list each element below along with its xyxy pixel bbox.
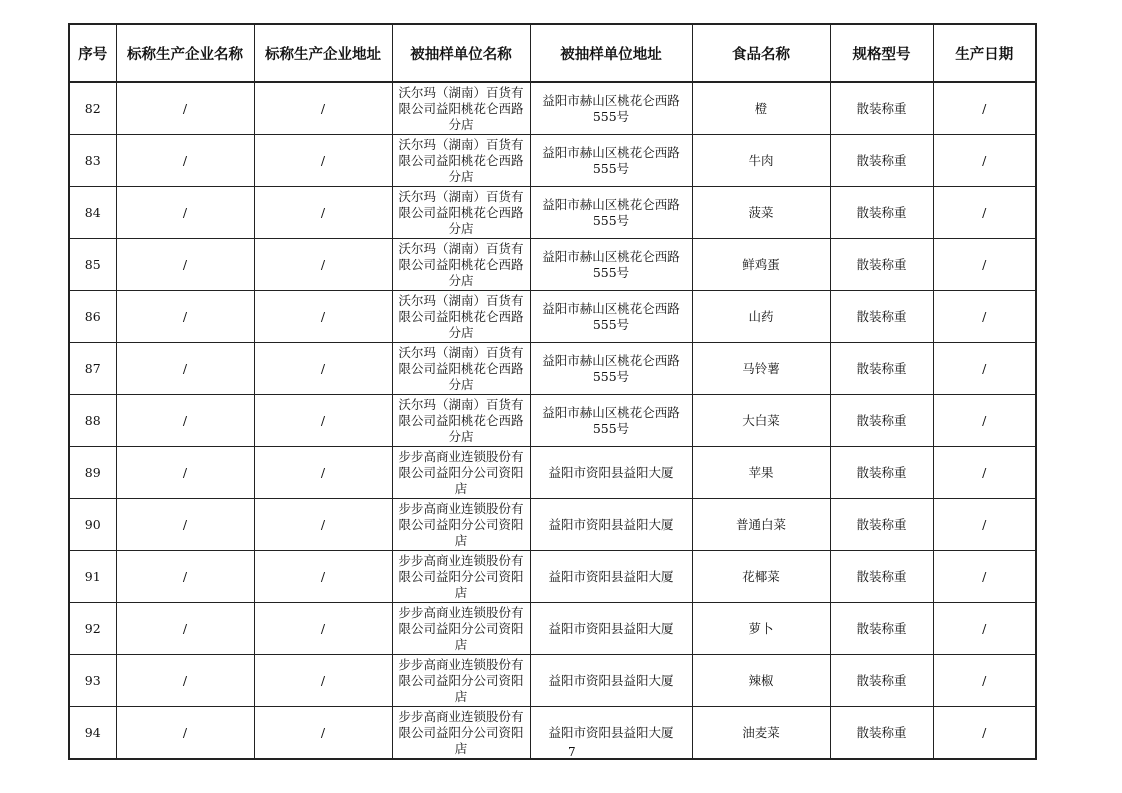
cell-food: 橙	[692, 82, 830, 135]
cell-unit-addr: 益阳市赫山区桃花仑西路555号	[530, 187, 692, 239]
table-row	[69, 343, 1036, 395]
table-row	[69, 707, 1036, 760]
cell-mfr-addr: /	[254, 291, 392, 343]
cell-mfr-name: /	[116, 447, 254, 499]
cell-food: 鲜鸡蛋	[692, 239, 830, 291]
cell-mfr-addr: /	[254, 395, 392, 447]
cell-mfr-addr: /	[254, 447, 392, 499]
cell-date: /	[933, 343, 1036, 395]
cell-mfr-addr: /	[254, 707, 392, 760]
cell-unit-name: 沃尔玛（湖南）百货有限公司益阳桃花仑西路分店	[392, 239, 530, 291]
cell-mfr-addr: /	[254, 135, 392, 187]
cell-spec: 散装称重	[830, 707, 933, 760]
cell-unit-name: 沃尔玛（湖南）百货有限公司益阳桃花仑西路分店	[392, 135, 530, 187]
cell-food: 山药	[692, 291, 830, 343]
table-row	[69, 655, 1036, 707]
cell-date: /	[933, 447, 1036, 499]
cell-spec: 散装称重	[830, 239, 933, 291]
cell-unit-name: 步步高商业连锁股份有限公司益阳分公司资阳店	[392, 499, 530, 551]
cell-unit-addr: 益阳市赫山区桃花仑西路555号	[530, 343, 692, 395]
cell-seq: 84	[69, 187, 116, 239]
cell-unit-name: 步步高商业连锁股份有限公司益阳分公司资阳店	[392, 603, 530, 655]
cell-unit-name: 沃尔玛（湖南）百货有限公司益阳桃花仑西路分店	[392, 395, 530, 447]
table-row	[69, 239, 1036, 291]
cell-mfr-addr: /	[254, 551, 392, 603]
cell-seq: 92	[69, 603, 116, 655]
cell-unit-name: 沃尔玛（湖南）百货有限公司益阳桃花仑西路分店	[392, 82, 530, 135]
cell-date: /	[933, 395, 1036, 447]
cell-unit-addr: 益阳市资阳县益阳大厦	[530, 603, 692, 655]
cell-unit-addr: 益阳市资阳县益阳大厦	[530, 655, 692, 707]
cell-date: /	[933, 551, 1036, 603]
cell-date: /	[933, 82, 1036, 135]
cell-mfr-addr: /	[254, 499, 392, 551]
cell-seq: 82	[69, 82, 116, 135]
cell-seq: 83	[69, 135, 116, 187]
cell-mfr-name: /	[116, 291, 254, 343]
table-row	[69, 395, 1036, 447]
header-row	[69, 24, 1036, 82]
cell-mfr-name: /	[116, 82, 254, 135]
cell-spec: 散装称重	[830, 291, 933, 343]
table-row	[69, 291, 1036, 343]
cell-food: 萝卜	[692, 603, 830, 655]
cell-unit-name: 步步高商业连锁股份有限公司益阳分公司资阳店	[392, 707, 530, 760]
cell-mfr-name: /	[116, 707, 254, 760]
cell-seq: 90	[69, 499, 116, 551]
cell-mfr-name: /	[116, 655, 254, 707]
cell-mfr-name: /	[116, 343, 254, 395]
cell-unit-addr: 益阳市赫山区桃花仑西路555号	[530, 291, 692, 343]
cell-mfr-name: /	[116, 239, 254, 291]
cell-spec: 散装称重	[830, 551, 933, 603]
cell-seq: 94	[69, 707, 116, 760]
cell-mfr-name: /	[116, 395, 254, 447]
cell-unit-name: 步步高商业连锁股份有限公司益阳分公司资阳店	[392, 447, 530, 499]
cell-spec: 散装称重	[830, 603, 933, 655]
cell-unit-name: 步步高商业连锁股份有限公司益阳分公司资阳店	[392, 551, 530, 603]
header-food: 食品名称	[692, 24, 830, 82]
cell-spec: 散装称重	[830, 135, 933, 187]
cell-unit-name: 沃尔玛（湖南）百货有限公司益阳桃花仑西路分店	[392, 187, 530, 239]
page-number: 7	[568, 745, 576, 759]
cell-food: 辣椒	[692, 655, 830, 707]
cell-unit-addr: 益阳市赫山区桃花仑西路555号	[530, 82, 692, 135]
table-row	[69, 135, 1036, 187]
cell-unit-name: 沃尔玛（湖南）百货有限公司益阳桃花仑西路分店	[392, 291, 530, 343]
cell-spec: 散装称重	[830, 447, 933, 499]
table-body	[69, 82, 1036, 759]
cell-date: /	[933, 603, 1036, 655]
cell-date: /	[933, 707, 1036, 760]
table-row	[69, 551, 1036, 603]
cell-spec: 散装称重	[830, 655, 933, 707]
table-row	[69, 447, 1036, 499]
cell-spec: 散装称重	[830, 499, 933, 551]
cell-spec: 散装称重	[830, 82, 933, 135]
cell-spec: 散装称重	[830, 187, 933, 239]
cell-food: 菠菜	[692, 187, 830, 239]
cell-mfr-name: /	[116, 603, 254, 655]
cell-date: /	[933, 187, 1036, 239]
table-row	[69, 603, 1036, 655]
cell-unit-addr: 益阳市赫山区桃花仑西路555号	[530, 395, 692, 447]
cell-mfr-addr: /	[254, 603, 392, 655]
header-seq: 序号	[69, 24, 116, 82]
cell-seq: 85	[69, 239, 116, 291]
header-spec: 规格型号	[830, 24, 933, 82]
cell-mfr-name: /	[116, 499, 254, 551]
cell-seq: 91	[69, 551, 116, 603]
cell-unit-name: 步步高商业连锁股份有限公司益阳分公司资阳店	[392, 655, 530, 707]
cell-unit-addr: 益阳市资阳县益阳大厦	[530, 499, 692, 551]
cell-food: 大白菜	[692, 395, 830, 447]
header-unit-name: 被抽样单位名称	[392, 24, 530, 82]
cell-seq: 93	[69, 655, 116, 707]
cell-date: /	[933, 499, 1036, 551]
cell-seq: 86	[69, 291, 116, 343]
cell-unit-addr: 益阳市资阳县益阳大厦	[530, 707, 692, 760]
cell-mfr-name: /	[116, 135, 254, 187]
header-mfr-name: 标称生产企业名称	[116, 24, 254, 82]
sampling-table	[68, 23, 1037, 760]
cell-food: 普通白菜	[692, 499, 830, 551]
cell-unit-name: 沃尔玛（湖南）百货有限公司益阳桃花仑西路分店	[392, 343, 530, 395]
cell-date: /	[933, 239, 1036, 291]
table-row	[69, 82, 1036, 135]
header-date: 生产日期	[933, 24, 1036, 82]
cell-mfr-name: /	[116, 551, 254, 603]
cell-seq: 88	[69, 395, 116, 447]
cell-seq: 87	[69, 343, 116, 395]
cell-seq: 89	[69, 447, 116, 499]
cell-spec: 散装称重	[830, 343, 933, 395]
table-row	[69, 187, 1036, 239]
cell-mfr-addr: /	[254, 239, 392, 291]
header-mfr-addr: 标称生产企业地址	[254, 24, 392, 82]
cell-mfr-addr: /	[254, 187, 392, 239]
cell-food: 花椰菜	[692, 551, 830, 603]
header-unit-addr: 被抽样单位地址	[530, 24, 692, 82]
cell-spec: 散装称重	[830, 395, 933, 447]
cell-mfr-addr: /	[254, 655, 392, 707]
cell-food: 油麦菜	[692, 707, 830, 760]
cell-food: 马铃薯	[692, 343, 830, 395]
cell-mfr-name: /	[116, 187, 254, 239]
cell-mfr-addr: /	[254, 82, 392, 135]
table-row	[69, 499, 1036, 551]
cell-mfr-addr: /	[254, 343, 392, 395]
cell-unit-addr: 益阳市资阳县益阳大厦	[530, 551, 692, 603]
cell-food: 苹果	[692, 447, 830, 499]
cell-date: /	[933, 291, 1036, 343]
cell-date: /	[933, 655, 1036, 707]
cell-date: /	[933, 135, 1036, 187]
cell-unit-addr: 益阳市赫山区桃花仑西路555号	[530, 135, 692, 187]
cell-unit-addr: 益阳市赫山区桃花仑西路555号	[530, 239, 692, 291]
cell-food: 牛肉	[692, 135, 830, 187]
cell-unit-addr: 益阳市资阳县益阳大厦	[530, 447, 692, 499]
